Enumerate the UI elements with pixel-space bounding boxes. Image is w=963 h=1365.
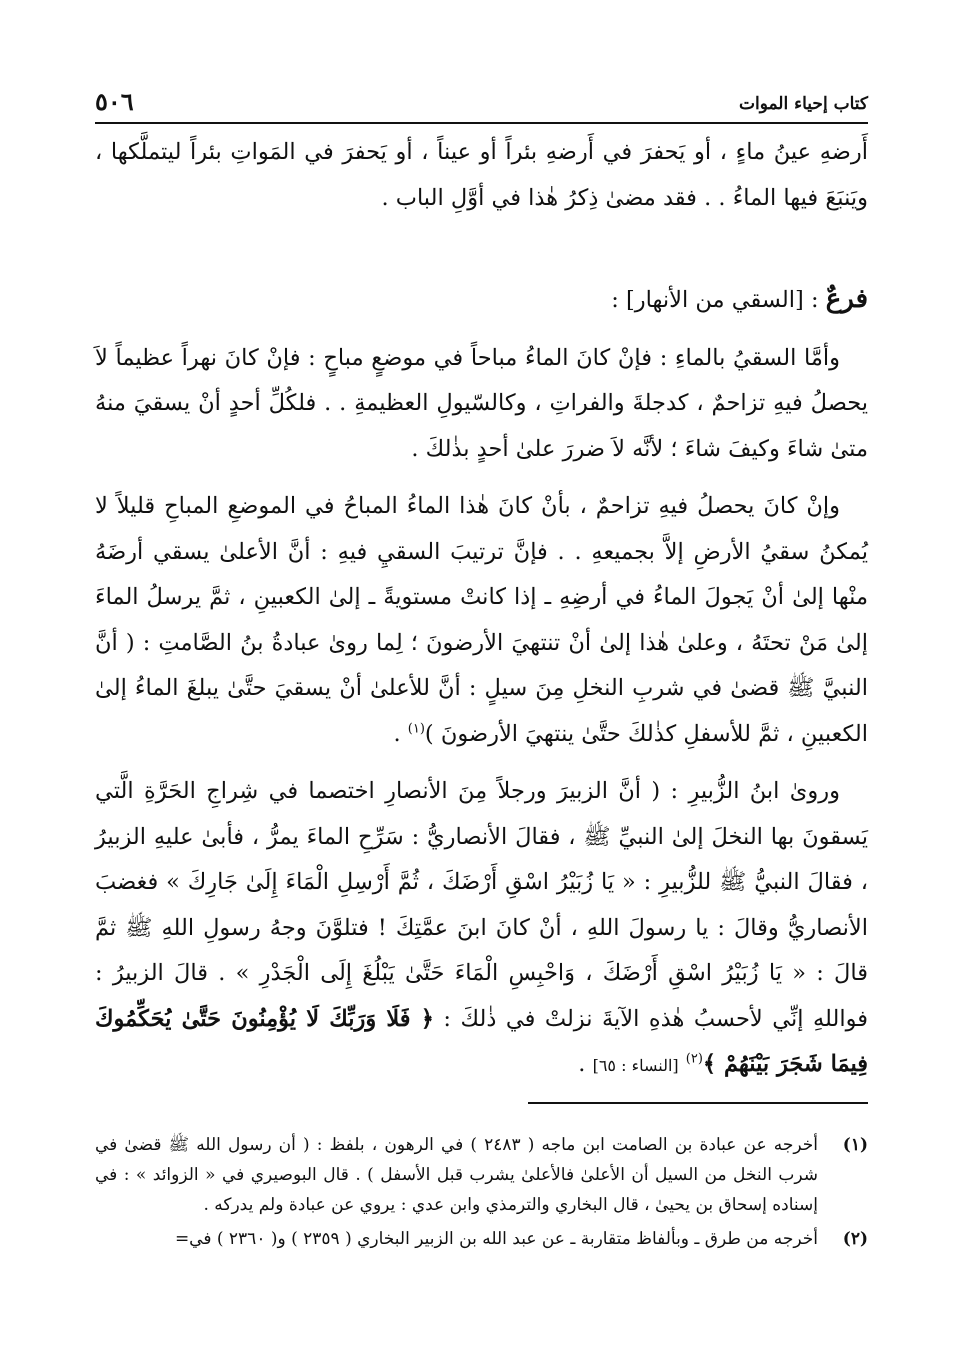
section-title: : [السقي من الأنهار] : [611,287,819,313]
footnote-number: (١) [842,1135,868,1155]
footnote-text: أخرجه عن عبادة بن الصامت ابن ماجه ( ٢٤٨٣ ) في الرهون ، بلفظ : ( أن رسول الله ﷺ قضىٰ في شرب النخل من السيل أن الأعلىٰ فالأعلىٰ يشرب قبل الأسفل ) . قال البوصيري في « الزوائد » : في إسناده إسحاق بن يحيىٰ ، قال البخاري والترمذي وابن عدي : يروي عن عبادة ولم يدركه . [95,1135,818,1215]
footnote-separator [528,1102,868,1104]
intro-paragraph: أَرضهِ عينُ ماءٍ ، أو يَحفرَ في أَرضهِ بئراً أو عيناً ، أو يَحفرَ في المَواتِ بئراً ليتملَّكها ، ويَنبَعَ فيها الماءُ . . فقد مضىٰ ذِكرُ هٰذا في أوَّلِ الباب . [95,139,868,211]
page-header [95,82,868,124]
main-text [95,130,868,1101]
paragraph-2-end: . [393,720,408,747]
paragraph-2-text: وإنْ كانَ يحصلُ فيهِ تزاحمٌ ، بأنْ كانَ هٰذا الماءُ المباحُ في الموضعِ المباحِ قليلاً لا يُمكنُ سقيُ الأرضِ إلاَّ بجميعهِ . . فإنَّ ترتيبَ السقيِ فيهِ : أنَّ الأعلىٰ يسقي أرضَهُ منْها إلىٰ أنْ يَجولَ الماءُ في أرضِهِ ـ إذا كانتْ مستويةً ـ إلىٰ الكعبينِ ، ثمَّ يرسلُ الماءَ إلىٰ مَنْ تحتَهُ ، وعلىٰ هٰذا إلىٰ أنْ تنتهيَ الأرضونَ ؛ لِما روىٰ عبادةُ بنُ الصَّامتِ : ( أنَّ النبيَّ ﷺ قضىٰ في شربِ النخلِ مِنَ سيلٍ : أنَّ للأعلىٰ أنْ يسقيَ حتَّىٰ يبلغَ الماءُ إلىٰ الكعبينِ ، ثمَّ للأسفلِ كذٰلكَ حتَّىٰ ينتهيَ الأرضونَ ) [95,493,868,747]
footnote-2 [95,1224,868,1254]
running-title: كتاب إحياء الموات [738,94,868,114]
footnote-number: (٢) [842,1229,868,1249]
footnote-text: أخرجه من طرق ـ وبألفاظ متقاربة ـ عن عبد الله بن الزبير البخاري ( ٢٣٥٩ ) و( ٢٣٦٠ ) في= [174,1229,818,1249]
footnote-ref-1[interactable]: (١) [407,721,425,736]
section-gap [95,233,868,277]
paragraph-3-end: . [578,1051,593,1077]
paragraph-2 [95,484,868,757]
verse-citation: [النساء : ٦٥] [592,1056,679,1075]
page-number: ٥٠٦ [95,87,134,116]
footnote-1 [95,1130,868,1220]
quran-verse: ﴿ فَلَا وَرَبِّكَ لَا يُؤْمِنُونَ حَتَّىٰ يُحَكِّمُوكَ فِيمَا شَجَرَ بَيْنَهُمْ ﴾ [95,1005,868,1077]
section-heading [95,277,868,324]
footnotes [95,1130,868,1258]
paragraph-3-text: وروىٰ ابنُ الزُّبيرِ : ( أنَّ الزبيرَ ورجلاً مِنَ الأنصارِ اختصما في شِراجِ الحَرَّةِ الَّتي يَسقونَ بها النخلَ إلىٰ النبيِّ ﷺ ، فقالَ الأنصاريُّ : سَرِّحِ الماءَ يمرُّ ، فأبىٰ عليهِ الزبيرُ ، فقالَ النبيُّ ﷺ للزُّبيرِ : « يَا زُبَيْرُ اسْقِ أَرْضَكَ ، ثُمَّ أَرْسِلِ الْمَاءَ إِلَىٰ جَارِكَ » فغضبَ الأنصاريُّ وقالَ : يا رسولَ اللهِ ، أنْ كانَ ابنَ عمَّتِكَ ! فتلوَّنَ وجهُ رسولِ اللهِ ﷺ ثمَّ قالَ : « يَا زُبَيْرُ اسْقِ أَرْضَكَ ، وَاحْبِسِ الْمَاءَ حَتَّىٰ يَبْلُغَ إِلَى الْجَدْرِ » . قالَ الزبيرُ : فواللهِ إنِّي لأحسبُ هٰذهِ الآيةَ نزلتْ في ذٰلكَ : [95,778,868,1032]
footnote-ref-2[interactable]: (٢) [685,1051,703,1067]
far-label: فرعٌ [825,284,868,314]
paragraph-3 [95,769,868,1089]
paragraph-1: وأمَّا السقيُ بالماءِ : فإنْ كانَ الماءُ مباحاً في موضعٍ مباحٍ : فإنْ كانَ نهراً عظيماً لاَ يحصلُ فيهِ تزاحمٌ ، كدجلةَ والفراتِ ، وكالسّيولِ العظيمةِ . . فلكُلِّ أحدٍ أنْ يسقيَ منهُ متىٰ شاءَ وكيفَ شاءَ ؛ لأنَّه لاَ ضررَ علىٰ أحدٍ بذٰلكَ . [95,344,868,462]
